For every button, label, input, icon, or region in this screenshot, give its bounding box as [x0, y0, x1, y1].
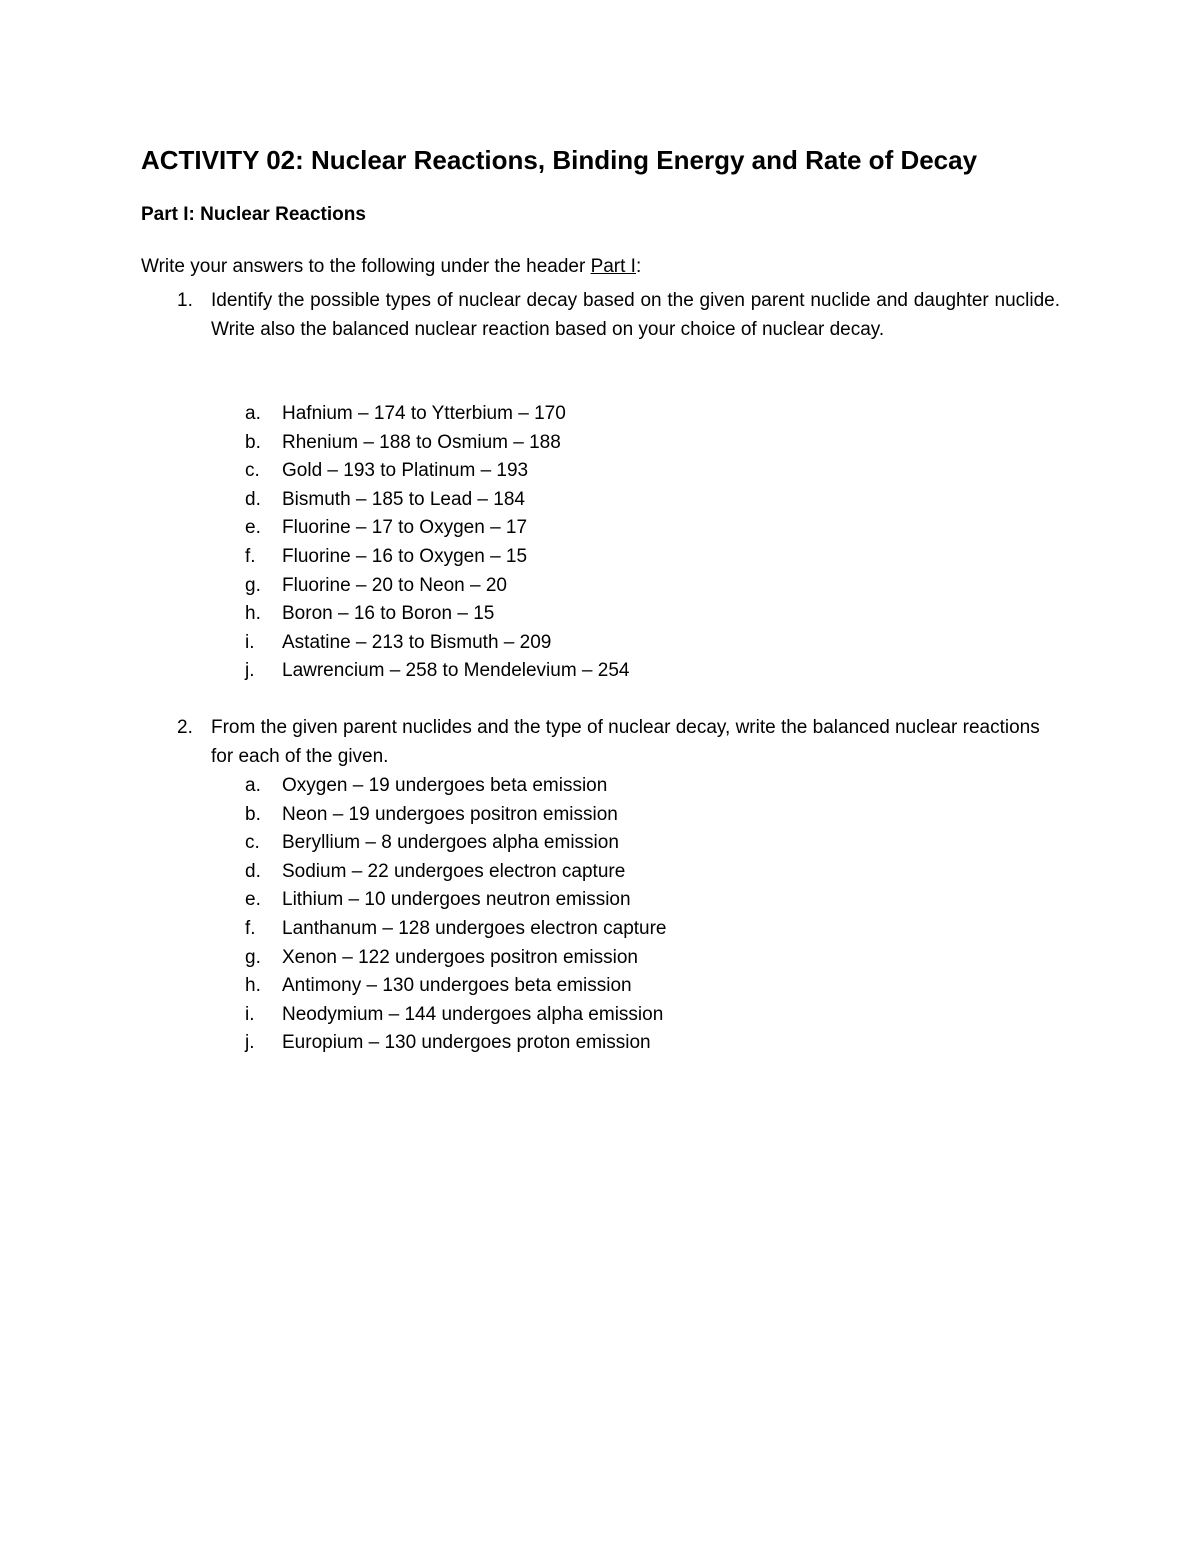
- list-item: [0, 1029, 1000, 1058]
- list-item-letter: a.: [245, 775, 261, 796]
- list-item-letter: c.: [245, 832, 260, 854]
- list-item-text: Fluorine – 16 to Oxygen – 15: [282, 546, 528, 567]
- list-item-letter: j.: [245, 660, 255, 682]
- list-item: [0, 514, 1000, 543]
- list-item-text: Rhenium – 188 to Osmium – 188: [282, 431, 561, 453]
- list-item-text: Astatine – 213 to Bismuth – 209: [282, 631, 552, 653]
- list-item-letter: i.: [245, 1003, 255, 1025]
- list-item-letter: d.: [245, 860, 261, 882]
- question-text: Identify the possible types of nuclear decay based on the given parent nuclide and daughter nuclide. Write also the balanced nuclear reaction based on your choice of nuclear decay.: [211, 290, 1060, 340]
- list-item-text: Europium – 130 undergoes proton emission: [282, 1032, 651, 1054]
- list-item-text: Fluorine – 17 to Oxygen – 17: [282, 517, 528, 539]
- instructions-text: Write your answers to the following under the header: [141, 256, 591, 277]
- list-item: [0, 944, 1000, 973]
- list-item-text: Beryllium – 8 undergoes alpha emission: [282, 832, 619, 854]
- list-item: [0, 400, 1000, 429]
- list-item-text: Boron – 16 to Boron – 15: [282, 603, 495, 625]
- list-item: [0, 457, 1000, 486]
- list-item-letter: g.: [245, 574, 261, 596]
- question-number: 2.: [177, 717, 193, 738]
- list-item-letter: i.: [245, 631, 255, 653]
- list-item: [0, 629, 1000, 658]
- list-item: [0, 772, 1000, 801]
- list-item-text: Xenon – 122 undergoes positron emission: [282, 946, 638, 968]
- instructions: [141, 253, 641, 281]
- list-item: [0, 829, 1000, 858]
- question-text: From the given parent nuclides and the type of nuclear decay, write the balanced nuclear reactions for each of the given.: [211, 717, 1040, 767]
- list-item-letter: b.: [245, 431, 261, 453]
- list-item-text: Sodium – 22 undergoes electron capture: [282, 860, 626, 882]
- list-item-text: Hafnium – 174 to Ytterbium – 170: [282, 403, 566, 424]
- list-item-text: Lawrencium – 258 to Mendelevium – 254: [282, 660, 630, 682]
- list-item-text: Bismuth – 185 to Lead – 184: [282, 488, 525, 510]
- question-number: 1.: [177, 290, 193, 311]
- list-item-letter: c.: [245, 460, 260, 482]
- list-item: [0, 429, 1000, 458]
- list-item-letter: h.: [245, 975, 261, 997]
- list-item-letter: f.: [245, 546, 256, 567]
- list-item: [0, 915, 1000, 944]
- list-item-letter: g.: [245, 946, 261, 968]
- list-item: [0, 972, 1000, 1001]
- list-item-text: Fluorine – 20 to Neon – 20: [282, 574, 507, 596]
- list-item-letter: e.: [245, 517, 261, 539]
- instructions-suffix: :: [635, 256, 642, 277]
- list-item: [0, 858, 1000, 887]
- list-item-text: Antimony – 130 undergoes beta emission: [282, 975, 632, 997]
- list-item-letter: b.: [245, 803, 261, 825]
- list-item-text: Gold – 193 to Platinum – 193: [282, 460, 529, 482]
- list-item-letter: j.: [245, 1032, 255, 1054]
- list-item-letter: d.: [245, 488, 261, 510]
- list-item-letter: f.: [245, 918, 256, 939]
- list-item: [0, 543, 1000, 572]
- list-item: [0, 572, 1000, 601]
- list-item: [0, 600, 1000, 629]
- instructions-underlined: Part I: [590, 256, 636, 277]
- list-item-letter: e.: [245, 889, 261, 911]
- list-item: [0, 801, 1000, 830]
- list-item-text: Neon – 19 undergoes positron emission: [282, 803, 618, 825]
- list-item-letter: a.: [245, 403, 261, 424]
- list-item: [0, 1001, 1000, 1030]
- list-item: [0, 486, 1000, 515]
- list-item-text: Neodymium – 144 undergoes alpha emission: [282, 1003, 664, 1025]
- list-item-text: Oxygen – 19 undergoes beta emission: [282, 775, 608, 796]
- list-item-letter: h.: [245, 603, 261, 625]
- list-item-text: Lithium – 10 undergoes neutron emission: [282, 889, 631, 911]
- document-title: ACTIVITY 02: Nuclear Reactions, Binding Energy and Rate of Decay: [141, 145, 978, 175]
- list-item-text: Lanthanum – 128 undergoes electron capture: [282, 918, 667, 939]
- part-heading: Part I: Nuclear Reactions: [141, 204, 366, 225]
- list-item: [0, 886, 1000, 915]
- list-item: [0, 657, 1000, 686]
